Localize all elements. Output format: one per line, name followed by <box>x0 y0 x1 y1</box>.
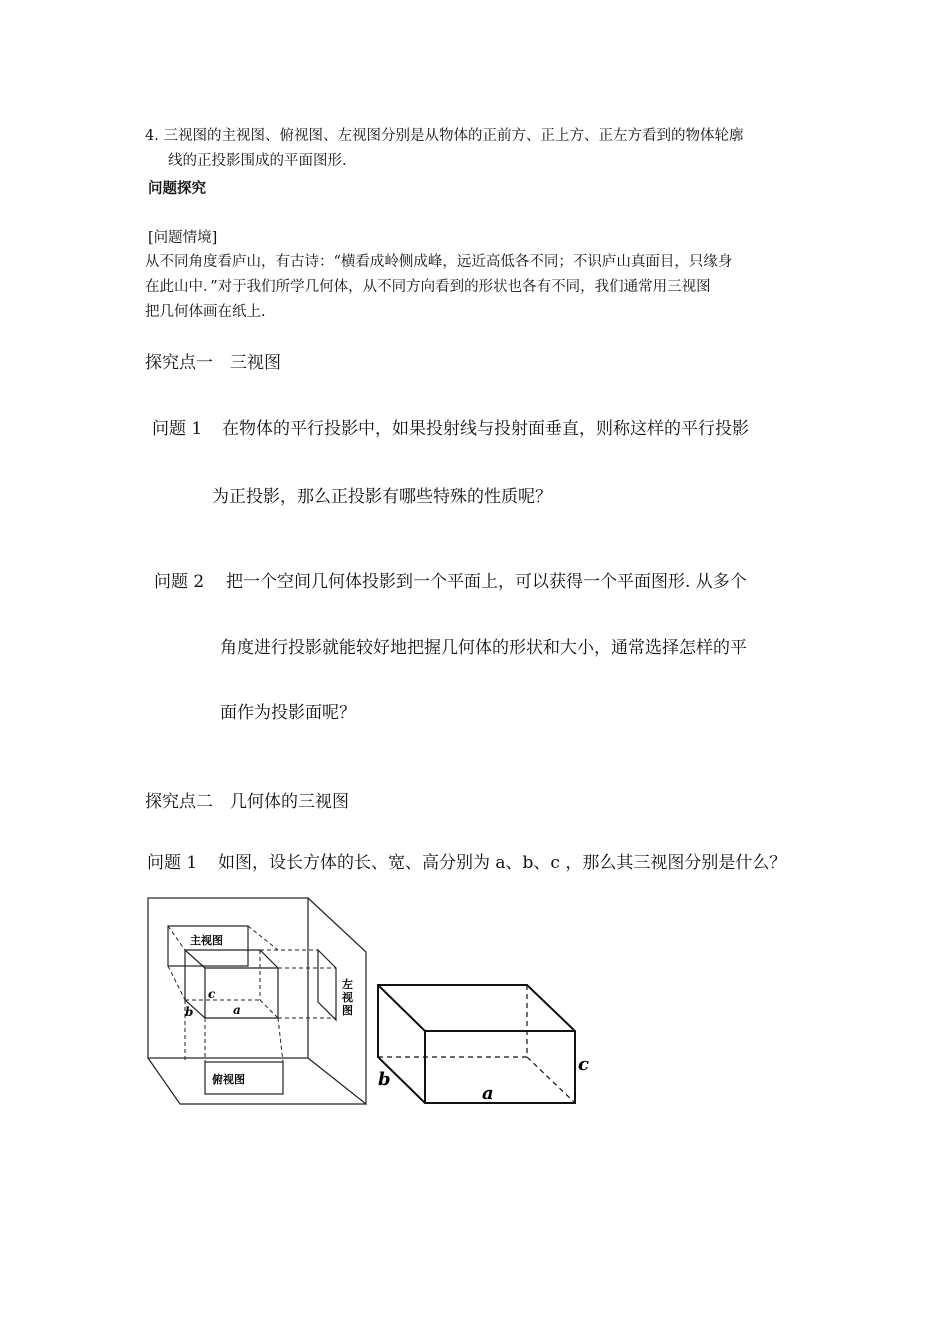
explore1-title: 探究点一 三视图 <box>145 353 281 373</box>
situation-line2: 在此山中．”对于我们所学几何体，从不同方向看到的形状也各有不同，我们通常用三视图 <box>145 279 711 295</box>
floor-projection-plane <box>148 1058 366 1104</box>
fig2-label-c: c <box>578 1054 589 1075</box>
explore2-q1-label: 问题 1 <box>147 853 198 873</box>
explore1-q2-line3: 面作为投影面呢？ <box>220 703 356 723</box>
fig2-label-a: a <box>482 1083 494 1104</box>
fig1-label-a: a <box>233 1003 241 1017</box>
three-view-projection-figure <box>140 890 375 1110</box>
cuboid-figure <box>372 975 597 1110</box>
front-view-label: 主视图 <box>190 934 223 947</box>
situation-heading: [问题情境] <box>148 230 218 246</box>
explore1-q2-line1: 把一个空间几何体投影到一个平面上，可以获得一个平面图形. 从多个 <box>226 572 747 592</box>
svg-text:左: 左 <box>342 978 353 991</box>
section-heading: 问题探究 <box>148 181 206 197</box>
cuboid-outline <box>185 950 278 1018</box>
svg-text:视: 视 <box>342 991 353 1004</box>
explore2-title: 探究点二 几何体的三视图 <box>145 792 349 812</box>
side-projection-plane <box>308 898 366 1104</box>
cuboid-edges <box>378 985 575 1103</box>
explore1-q1-label: 问题 1 <box>152 419 203 439</box>
explore1-q2-label: 问题 2 <box>154 572 205 592</box>
explore2-q1-text: 如图，设长方体的长、宽、高分别为 a、b、c ，那么其三视图分别是什么？ <box>218 853 787 873</box>
summary-item4-line2: 线的正投影围成的平面图形. <box>168 153 347 169</box>
fig1-label-c: c <box>208 987 216 1001</box>
top-view-label: 俯视图 <box>212 1073 245 1086</box>
explore1-q1-line2: 为正投影，那么正投影有哪些特殊的性质呢？ <box>212 487 552 507</box>
summary-item4-line1: 4. 三视图的主视图、俯视图、左视图分别是从物体的正前方、正上方、正左方看到的物体轮廓 <box>145 128 744 144</box>
left-view-label <box>341 977 353 1017</box>
situation-line3: 把几何体画在纸上. <box>145 304 266 320</box>
explore1-q2-line2: 角度进行投影就能较好地把握几何体的形状和大小，通常选择怎样的平 <box>220 638 747 658</box>
svg-text:图: 图 <box>342 1004 353 1017</box>
front-projection-plane <box>148 898 308 1058</box>
fig2-label-b: b <box>378 1069 391 1090</box>
fig1-label-b: b <box>185 1005 194 1019</box>
situation-line1: 从不同角度看庐山，有古诗：“横看成岭侧成峰，远近高低各不同；不识庐山真面目，只缘身 <box>145 254 733 270</box>
left-view-box <box>318 950 336 1020</box>
explore1-q1-line1: 在物体的平行投影中，如果投射线与投射面垂直，则称这样的平行投影 <box>222 419 749 439</box>
